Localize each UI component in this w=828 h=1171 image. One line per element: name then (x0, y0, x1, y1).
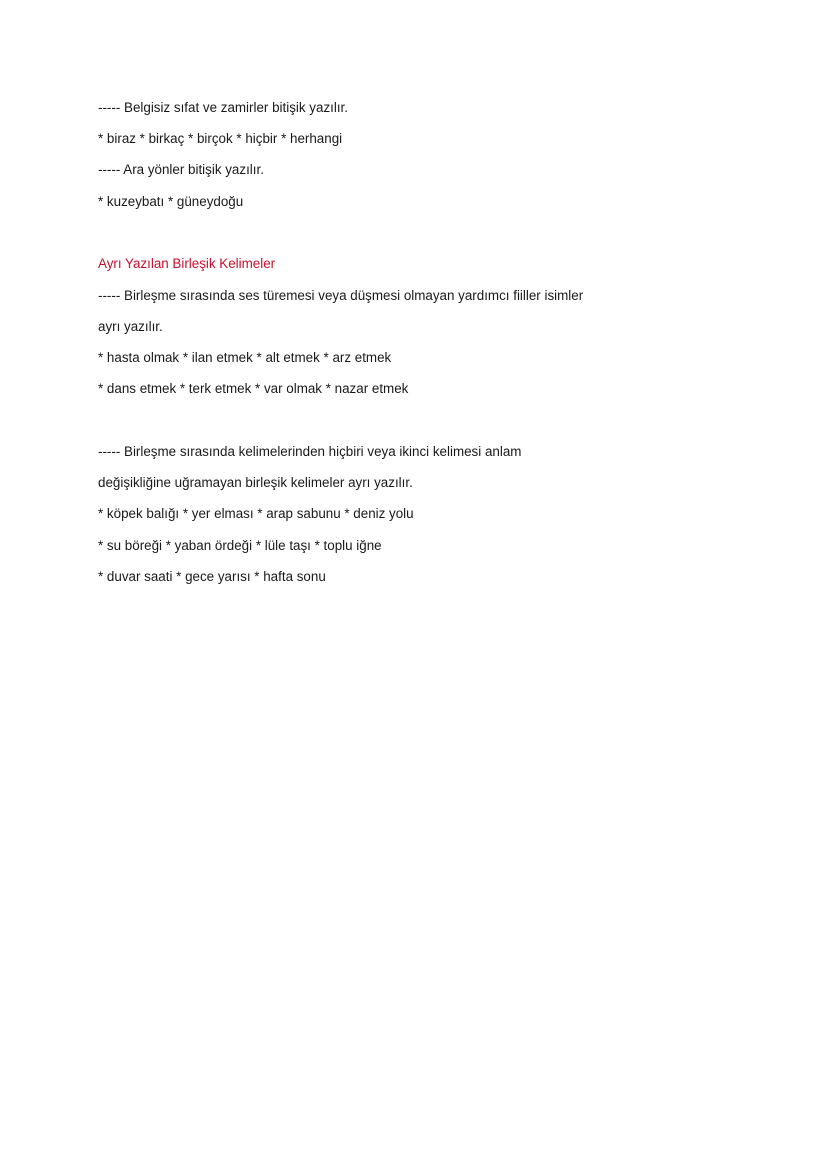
example-line-auxiliary-verbs-1: * hasta olmak * ilan etmek * alt etmek * arz etmek (98, 350, 392, 365)
example-line-indefinite-adjectives: * biraz * birkaç * birçok * hiçbir * herhangi (98, 131, 343, 146)
example-line-auxiliary-verbs-2: * dans etmek * terk etmek * var olmak * nazar etmek (98, 381, 409, 396)
rule-line-indefinite-adjectives: ----- Belgisiz sıfat ve zamirler bitişik yazılır. (98, 100, 348, 115)
example-line-compounds-2: * su böreği * yaban ördeği * lüle taşı * toplu iğne (98, 538, 382, 553)
rule-line-auxiliary-verbs-cont: ayrı yazılır. (98, 319, 163, 334)
rule-line-meaning-unchanged: ----- Birleşme sırasında kelimelerinden hiçbiri veya ikinci kelimesi anlam (98, 444, 522, 459)
example-line-compounds-1: * köpek balığı * yer elması * arap sabunu * deniz yolu (98, 506, 414, 521)
rule-line-auxiliary-verbs: ----- Birleşme sırasında ses türemesi veya düşmesi olmayan yardımcı fiiller isimler (98, 288, 584, 303)
example-line-compounds-3: * duvar saati * gece yarısı * hafta sonu (98, 569, 326, 584)
rule-line-intermediate-directions: ----- Ara yönler bitişik yazılır. (98, 162, 264, 177)
section-heading: Ayrı Yazılan Birleşik Kelimeler (98, 256, 276, 271)
example-line-intermediate-directions: * kuzeybatı * güneydoğu (98, 194, 244, 209)
rule-line-meaning-unchanged-cont: değişikliğine uğramayan birleşik kelimeler ayrı yazılır. (98, 475, 413, 490)
